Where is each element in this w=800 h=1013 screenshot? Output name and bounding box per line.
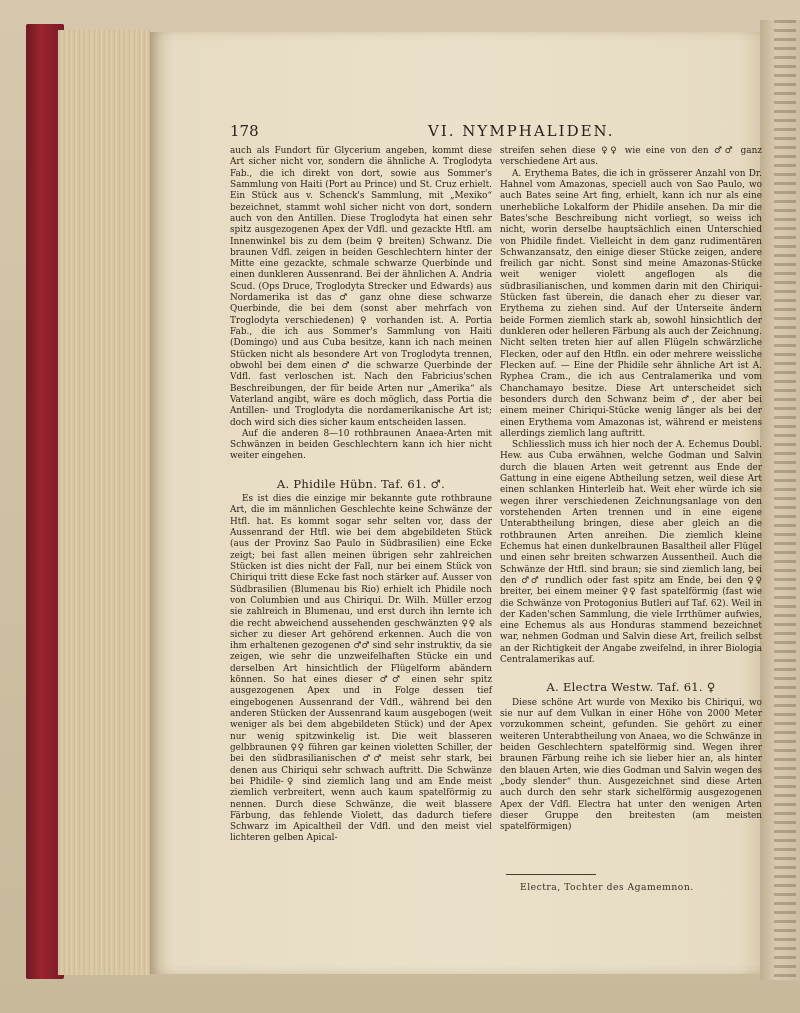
left-column (230, 146, 492, 845)
footnote: Electra, Tochter des Agamemnon. (520, 882, 694, 893)
facing-page-text-strip (774, 20, 796, 980)
paragraph: Diese schöne Art wurde von Mexiko bis Chiriqui, wo sie nur auf dem Vulkan in einer Höhe von 2000 Meter vorzukommen scheint, gefunden. Sie gehört zu einer weiteren Unterabtheilung von Anaea, wo die Schwänze in beiden Geschlechtern spatelförmig sind. Wegen ihrer braunen Färbung reihe ich sie lieber hier an, als hinter den blauen Arten, wie dies Godman und Salvin wegen des „body slender“ thun. Ausgezeichnet sind diese Arten auch durch den sehr stark sichelförmig ausgezogenen Apex der Vdfl. Electra hat unter den wenigen Arten dieser Gruppe den breitesten (am meisten spatelförmigen) (500, 697, 762, 833)
right-column (500, 146, 762, 833)
paragraph: Es ist dies die einzige mir bekannte gute rothbraune Art, die im männlichen Geschlechte keine Schwänze der Htfl. hat. Es kommt sogar sehr selten vor, dass der Aussenrand der Htfl. wie bei dem abgebildeten Stück (aus der Provinz Sao Paulo in Südbrasilien) eine Ecke zeigt; bei fast allen meinen übrigen sehr zahlreichen Stücken ist dies nicht der Fall, nur bei einem Stück von Chiriqui tritt diese Ecke fast noch stärker auf. Ausser von Südbrasilien (Blumenau bis Rio) erhielt ich Phidile noch von Columbien und aus Chiriqui. Dr. Wilh. Müller erzog sie zahlreich in Blumenau, und erst durch ihn lernte ich die recht abweichend aussehenden geschwänzten ♀♀ als sicher zu dieser Art gehörend erkennen. Auch die von ihm erhaltenen gezogenen ♂♂ sind sehr instruktiv, da sie zeigen, wie sehr die unzweifelhaften Stücke ein und derselben Art hinsichtlich der Flügelform abändern können. So hat eines dieser ♂♂ einen sehr spitz ausgezogenen Apex und in Folge dessen tief eingebogenen Aussenrand der Vdfl., während bei den anderen Stücken der Aussenrand kaum ausgebogen (weit weniger als bei dem abgebildeten Stück) und der Apex nur wenig spitzwinkelig ist. Die weit blasseren gelbbraunen ♀♀ führen gar keinen violetten Schiller, der bei den südbrasilianischen ♂♂ meist sehr stark, bei denen aus Chiriqui sehr schwach auftritt. Die Schwänze bei Phidile-♀ sind ziemlich lang und am Ende meist ziemlich verbreitert, wenn auch kaum spatelförmig zu nennen. Durch diese Schwänze, die weit blassere Färbung, das fehlende Violett, das dadurch tiefere Schwarz im Apicaltheil der Vdfl. und den meist viel lichteren gelben Apical- (230, 494, 492, 844)
section-heading: A. Phidile Hübn. Taf. 61. ♂. (276, 476, 446, 491)
paragraph: A. Erythema Bates, die ich in grösserer Anzahl von Dr. Hahnel vom Amazonas, speciell auch von Sao Paulo, wo auch Bates seine Art fing, erhielt, kann ich nur als eine unerhebliche Lokalform der Phidile ansehen. Da mir die Bates'sche Beschreibung nicht vorliegt, so weiss ich nicht, worin derselbe hauptsächlich einen Unterschied von Phidile findet. Vielleicht in dem ganz rudimentären Schwanzansatz, den einige dieser Stücke zeigen, andere freilich gar nicht. Sonst sind meine Amazonas-Stücke weit weniger violett angeflogen als die südbrasilianischen, und kommen darin mit den Chiriqui-Stücken fast überein, die danach eher zu dieser var. Erythema zu ziehen sind. Auf der Unterseite ändern beide Formen ziemlich stark ab, sowohl hinsichtlich der dunkleren oder helleren Färbung als auch der Zeichnung. Nicht selten treten hier auf allen Flügeln schwärzliche Flecken, oder auf den Htfln. ein oder mehrere weissliche Flecken auf. — Eine der Phidile sehr ähnliche Art ist A. Ryphea Cram., die ich aus Centralamerika und vom Chanchamayo besitze. Diese Art unterscheidet sich besonders durch den Schwanz beim ♂, der aber bei einem meiner Chiriqui-Stücke wenig länger als bei der einen Erythema vom Amazonas ist, während er meistens allerdings ziemlich lang auftritt. (500, 168, 762, 439)
running-head: VI. NYMPHALIDEN. (428, 122, 615, 140)
page-stack-edge (58, 30, 150, 975)
facing-page-edge (760, 20, 800, 980)
section-heading: A. Electra Westw. Taf. 61. ♀ (546, 680, 716, 695)
page-header (230, 122, 770, 142)
page-number: 178 (230, 122, 259, 140)
footnote-rule (506, 874, 596, 875)
paragraph: Schliesslich muss ich hier noch der A. Echemus Doubl. Hew. aus Cuba erwähnen, welche Godman und Salvin durch die blauen Arten weit getrennt aus Ende der Gattung in eine eigene Abtheilung setzen, weil diese Art einen schlanken Hinterleib hat. Weit eher würde ich sie wegen ihrer verschiedenen Zeichnungsanlage von den vorstehenden Arten trennen und in eine eigene Unterabtheilung bringen, diese aber gleich an die rothbraunen Arten anreihen. Die ziemlich kleine Echemus hat einen dunkelbraunen Basaltheil aller Flügel und einen sehr breiten schwarzen Aussentheil. Auch die Schwänze der Htfl. sind braun; sie sind ziemlich lang, bei den ♂♂ rundlich oder fast spitz am Ende, bei den ♀♀ breiter, bei einem meiner ♀♀ fast spatelförmig (fast wie die Schwänze von Protogonius Butleri auf Taf. 62). Weil in der Kaden'schen Sammlung, die viele Irrthümer aufwies, eine Echemus als aus Honduras stammend bezeichnet war, nehmen Godman und Salvin diese Art, freilich selbst an der Richtigkeit der Angabe zweifelnd, in ihrer Biologia Centralamerikas auf. (500, 440, 762, 666)
paragraph: Auf die anderen 8—10 rothbraunen Anaea-Arten mit Schwänzen in beiden Geschlechtern kann ich hier nicht weiter eingehen. (230, 428, 492, 462)
paragraph: auch als Fundort für Glycerium angeben, kommt diese Art sicher nicht vor, sondern die ähnliche A. Troglodyta Fab., die ich direkt von dort, sowie aus Sommer's Sammlung von Haiti (Port au Prince) und St. Cruz erhielt. Ein Stück aus v. Schenck's Sammlung, mit „Mexiko“ bezeichnet, stammt wohl sicher nicht von dort, sondern auch von den Antillen. Diese Troglodyta hat einen sehr spitz ausgezogenen Apex der Vdfl. und gezackte Htfl. am Innenwinkel bis zu dem (beim ♀ breiten) Schwanz. Die braunen Vdfl. zeigen in beiden Geschlechtern hinter der Mitte eine gezackte, schmale schwarze Querbinde und einen dunkleren Aussenrand. Bei der ähnlichen A. Andria Scud. (Ops Druce, Troglodyta Strecker und Edwards) aus Nordamerika ist das ♂ ganz ohne diese schwarze Querbinde, die bei dem (sonst aber mehrfach von Troglodyta verschiedenen) ♀ vorhanden ist. A. Portia Fab., die ich aus Sommer's Sammlung von Haiti (Domingo) und aus Cuba besitze, kann ich nach meinen Stücken nicht als besondere Art von Troglodyta trennen, obwohl bei dem einen ♂ die schwarze Querbinde der Vdfl. fast verloschen ist. Nach den Fabricius'schen Beschreibungen, der für beide Arten nur „Amerika“ als Vaterland angibt, wäre es doch möglich, dass Portia die Antillen- und Troglodyta die nordamerikanische Art ist; doch wird sich dies sicher kaum entscheiden lassen. (230, 146, 492, 428)
paragraph: streifen sehen diese ♀♀ wie eine von den ♂♂ ganz verschiedene Art aus. (500, 146, 762, 168)
